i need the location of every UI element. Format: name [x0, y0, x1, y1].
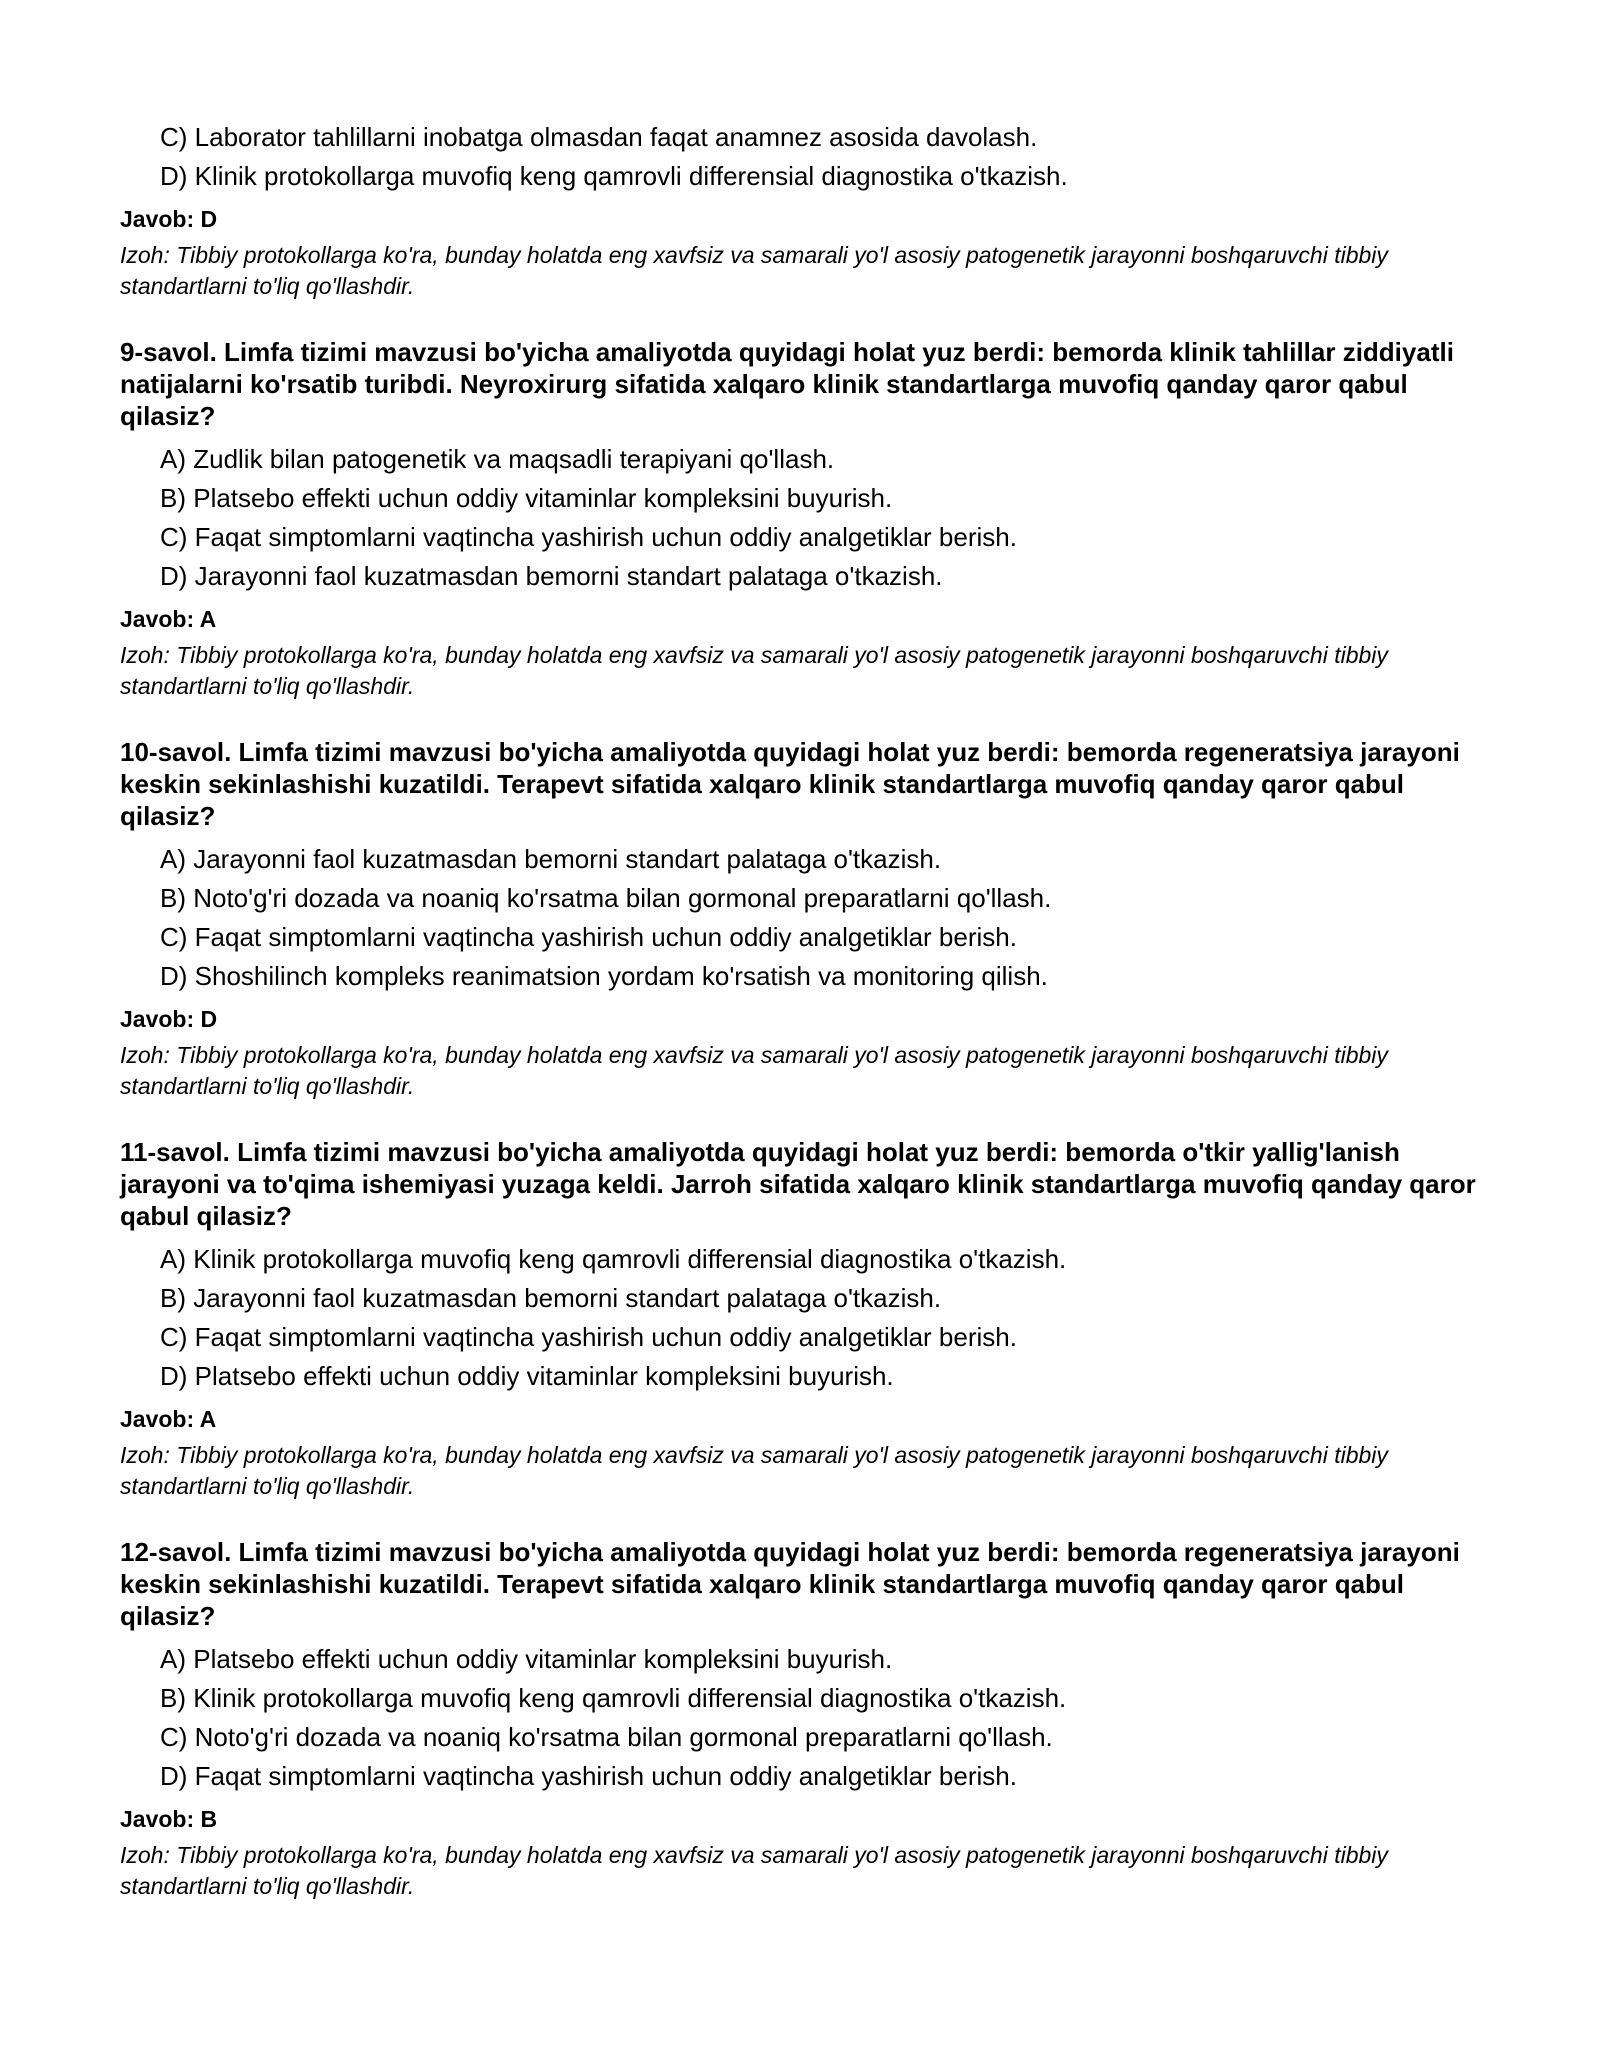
correct-answer: Javob: D	[120, 1006, 218, 1032]
correct-answer: Javob: A	[120, 1406, 217, 1432]
question-title: 12-savol. Limfa tizimi mavzusi bo'yicha amaliyotda quyidagi holat yuz berdi: bemorda regeneratsiya jarayoni keskin sekinlashishi kuzatildi. Terapevt sifatida xalqaro klinik standartlarga muvofiq qanday qaror qabul qilasiz?	[120, 1537, 1460, 1631]
question-block-9	[120, 336, 1500, 702]
answer-option: B) Klinik protokollarga muvofiq keng qamrovli differensial diagnostika o'tkazish.	[160, 1683, 1067, 1713]
answer-option: A) Zudlik bilan patogenetik va maqsadli terapiyani qo'llash.	[160, 444, 835, 474]
answer-option: C) Faqat simptomlarni vaqtincha yashirish uchun oddiy analgetiklar berish.	[160, 922, 1017, 952]
question-title: 10-savol. Limfa tizimi mavzusi bo'yicha amaliyotda quyidagi holat yuz berdi: bemorda regeneratsiya jarayoni keskin sekinlashishi kuzatildi. Terapevt sifatida xalqaro klinik standartlarga muvofiq qanday qaror qabul qilasiz?	[120, 737, 1460, 831]
correct-answer: Javob: D	[120, 206, 218, 232]
question-block-12	[120, 1536, 1500, 1902]
question-title: 9-savol. Limfa tizimi mavzusi bo'yicha amaliyotda quyidagi holat yuz berdi: bemorda klinik tahlillar ziddiyatli natijalarni ko'rsatib turibdi. Neyroxirurg sifatida xalqaro klinik standartlarga muvofiq qanday qaror qabul qilasiz?	[120, 337, 1454, 431]
answer-option: C) Laborator tahlillarni inobatga olmasdan faqat anamnez asosida davolash.	[160, 122, 1038, 152]
explanation-note: Izoh: Tibbiy protokollarga ko'ra, bunday holatda eng xavfsiz va samarali yo'l asosiy patogenetik jarayonni boshqaruvchi tibbiy standartlarni to'liq qo'llashdir.	[120, 242, 1388, 299]
answer-option: C) Faqat simptomlarni vaqtincha yashirish uchun oddiy analgetiklar berish.	[160, 1322, 1017, 1352]
answer-option: C) Faqat simptomlarni vaqtincha yashirish uchun oddiy analgetiklar berish.	[160, 522, 1017, 552]
question-block-10	[120, 736, 1500, 1102]
answer-option: D) Platsebo effekti uchun oddiy vitaminlar kompleksini buyurish.	[160, 1361, 894, 1391]
question-block-11	[120, 1136, 1500, 1502]
answer-option: A) Klinik protokollarga muvofiq keng qamrovli differensial diagnostika o'tkazish.	[160, 1244, 1067, 1274]
answer-option: D) Shoshilinch kompleks reanimatsion yordam ko'rsatish va monitoring qilish.	[160, 961, 1048, 991]
answer-option: D) Klinik protokollarga muvofiq keng qamrovli differensial diagnostika o'tkazish.	[160, 161, 1068, 191]
question-title: 11-savol. Limfa tizimi mavzusi bo'yicha amaliyotda quyidagi holat yuz berdi: bemorda o'tkir yallig'lanish jarayoni va to'qima ishemiyasi yuzaga keldi. Jarroh sifatida xalqaro klinik standartlarga muvofiq qanday qaror qabul qilasiz?	[120, 1137, 1476, 1231]
answer-option: A) Jarayonni faol kuzatmasdan bemorni standart palataga o'tkazish.	[160, 844, 942, 874]
explanation-note: Izoh: Tibbiy protokollarga ko'ra, bunday holatda eng xavfsiz va samarali yo'l asosiy patogenetik jarayonni boshqaruvchi tibbiy standartlarni to'liq qo'llashdir.	[120, 1842, 1388, 1899]
answer-option: D) Jarayonni faol kuzatmasdan bemorni standart palataga o'tkazish.	[160, 561, 943, 591]
answer-option: A) Platsebo effekti uchun oddiy vitaminlar kompleksini buyurish.	[160, 1644, 893, 1674]
answer-option: C) Noto'g'ri dozada va noaniq ko'rsatma bilan gormonal preparatlarni qo'llash.	[160, 1722, 1053, 1752]
question-continuation	[120, 118, 1500, 302]
answer-option: B) Noto'g'ri dozada va noaniq ko'rsatma bilan gormonal preparatlarni qo'llash.	[160, 883, 1052, 913]
answer-option: D) Faqat simptomlarni vaqtincha yashirish uchun oddiy analgetiklar berish.	[160, 1761, 1017, 1791]
explanation-note: Izoh: Tibbiy protokollarga ko'ra, bunday holatda eng xavfsiz va samarali yo'l asosiy patogenetik jarayonni boshqaruvchi tibbiy standartlarni to'liq qo'llashdir.	[120, 1442, 1388, 1499]
answer-option: B) Platsebo effekti uchun oddiy vitaminlar kompleksini buyurish.	[160, 483, 893, 513]
correct-answer: Javob: A	[120, 606, 217, 632]
answer-option: B) Jarayonni faol kuzatmasdan bemorni standart palataga o'tkazish.	[160, 1283, 942, 1313]
explanation-note: Izoh: Tibbiy protokollarga ko'ra, bunday holatda eng xavfsiz va samarali yo'l asosiy patogenetik jarayonni boshqaruvchi tibbiy standartlarni to'liq qo'llashdir.	[120, 642, 1388, 699]
explanation-note: Izoh: Tibbiy protokollarga ko'ra, bunday holatda eng xavfsiz va samarali yo'l asosiy patogenetik jarayonni boshqaruvchi tibbiy standartlarni to'liq qo'llashdir.	[120, 1042, 1388, 1099]
correct-answer: Javob: B	[120, 1806, 218, 1832]
document-page	[120, 118, 1500, 1902]
